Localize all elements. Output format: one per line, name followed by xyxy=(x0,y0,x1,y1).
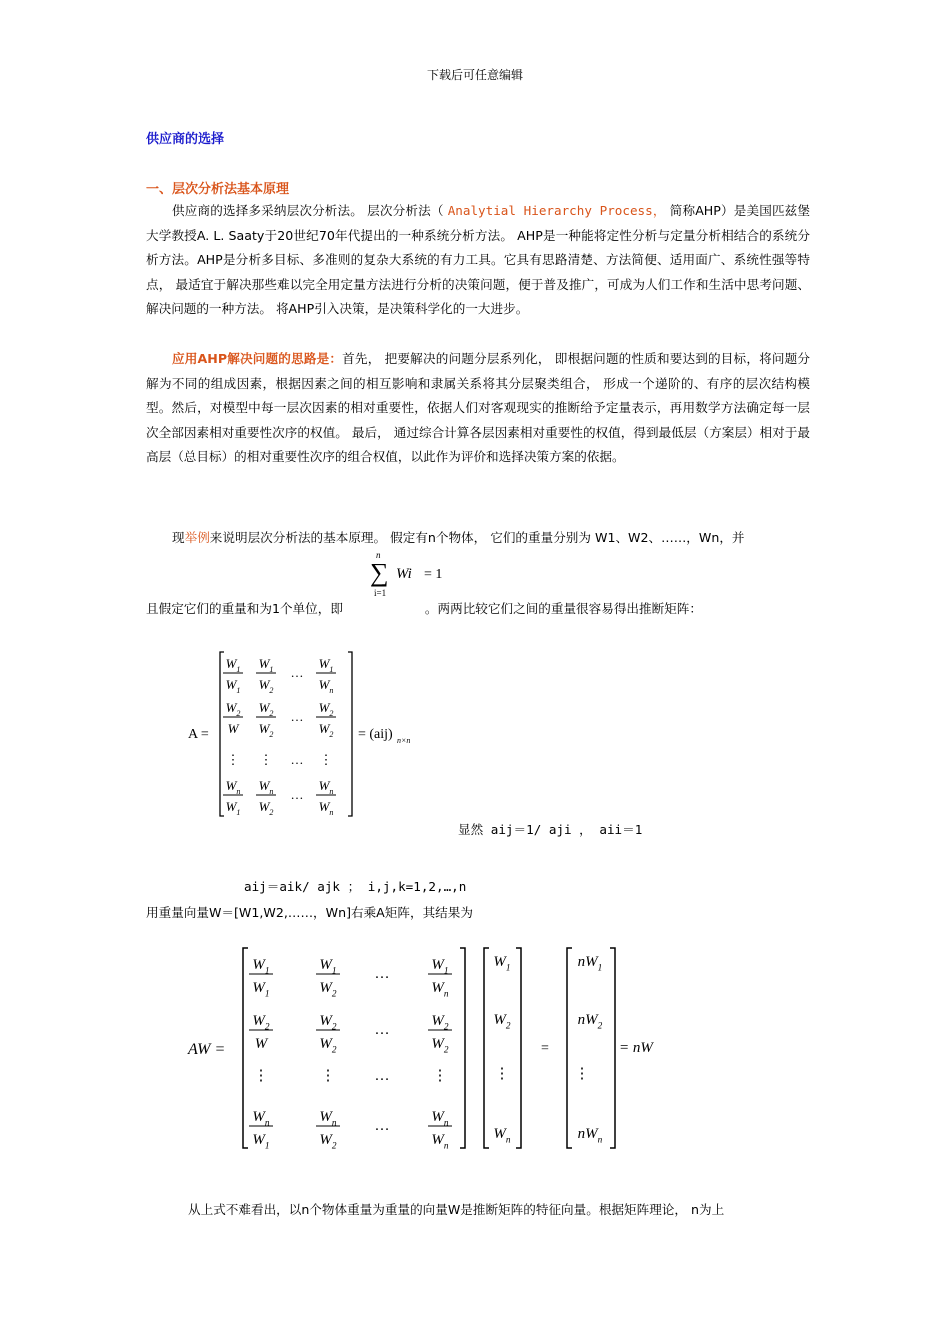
matrix-a-cell-3-2: … xyxy=(290,787,304,802)
matrix-a-right-bracket xyxy=(348,652,352,816)
matrix-aw-cell-3-3-num: $W_n$ xyxy=(431,1109,449,1129)
w-vector-item: ⋮ xyxy=(494,1066,510,1082)
matrix-a-lhs: A = xyxy=(188,727,209,742)
sum-pre: 且假定它们的重量和为1个单位，即 xyxy=(146,601,343,616)
aw-left-bracket xyxy=(243,948,248,1148)
matrix-aw-lhs: AW = xyxy=(188,1041,226,1058)
matrix-a-rhs-sub: n×n xyxy=(397,736,411,745)
paragraph-conclusion: 从上式不难看出，以n个物体重量为重量的向量W是推断矩阵的特征向量。根据矩阵理论， n为上 xyxy=(188,1202,725,1217)
paragraph-intro xyxy=(146,199,810,322)
matrix-a-cell-0-1-num: $W_1$ xyxy=(258,656,274,674)
matrix-aw-cell-0-3-num: $W_1$ xyxy=(431,957,449,977)
matrix-aw-cell-0-1-num: $W_1$ xyxy=(319,957,337,977)
matrix-aw-cell-0-0-num: $W_1$ xyxy=(252,957,270,977)
nw-vector-item: $nW_2$ xyxy=(577,1012,603,1032)
matrix-a-cell-0-3-den: $W_n$ xyxy=(318,677,334,695)
matrix-aw-cell-1-1-den: $W_2$ xyxy=(319,1036,337,1056)
sum-formula xyxy=(366,551,456,601)
matrix-aw-cell-3-0-num: $W_n$ xyxy=(252,1109,270,1129)
weight-vector xyxy=(493,954,511,1146)
matrix-a-cell-1-0-num: $W_2$ xyxy=(225,700,241,718)
matrix-a-cell-0-0-num: $W_1$ xyxy=(225,656,241,674)
matrix-a-rhs: = (aij) xyxy=(358,727,393,742)
section-heading: 一、层次分析法基本原理 xyxy=(146,182,290,197)
nw-vector-item: $nW_1$ xyxy=(577,954,603,974)
nw-vector-item: $nW_n$ xyxy=(577,1126,603,1146)
matrix-a-cell-2-0: ⋮ xyxy=(226,752,240,767)
sum-upper: n xyxy=(376,551,381,560)
matrix-a-cell-1-0-den: W xyxy=(227,721,239,736)
matrix-a-cell-3-0-den: $W_1$ xyxy=(225,799,241,817)
matrix-aw-cell-1-1-num: $W_2$ xyxy=(319,1013,337,1033)
aw-equals: = xyxy=(541,1041,549,1056)
sigma-symbol: ∑ xyxy=(370,558,389,587)
matrix-a-cell-1-3-num: $W_2$ xyxy=(318,700,334,718)
sum-rhs: = 1 xyxy=(424,567,443,582)
matrix-aw-cell-3-0-den: $W_1$ xyxy=(252,1132,270,1152)
matrix-aw-cell-1-0-num: $W_2$ xyxy=(252,1013,270,1033)
matrix-a-cell-0-3-num: $W_1$ xyxy=(318,656,334,674)
note-consistency: aij＝aik/ ajk ； i,j,k=1,2,…,n xyxy=(244,879,467,894)
intro-english-term: Analytial Hierarchy Process， xyxy=(447,203,666,218)
method-text: 首先， 把要解决的问题分层系列化， 即根据问题的性质和要达到的目标，将问题分解为不同的组成因素，根据因素之间的相互影响和隶属关系将其分层聚类组合， 形成一个递阶的、有序的层次结构模型。然后，对模型中每一层次因素的相对重要性，依据人们对客观现实的推断给予定量表示，再用数学方法确定每一层次全部因素相对重要性次序的权值。 最后， 通过综合计算各层因素相对重要性的权值，得到最低层（方案层）相对于最高层（总目标）的相对重要性次序的组合权值，以此作为评价和选择决策方案的依据。 xyxy=(146,351,810,464)
matrix-a-cell-1-2: … xyxy=(290,709,304,724)
matrix-aw-cells xyxy=(249,957,452,1152)
nw-left-bracket xyxy=(567,948,572,1148)
paragraph-example xyxy=(172,527,745,546)
matrix-a-cell-1-3-den: $W_2$ xyxy=(318,721,334,739)
w-right-bracket xyxy=(516,948,521,1148)
matrix-aw-cell-1-0-den: W xyxy=(254,1036,268,1052)
matrix-aw-cell-0-0-den: $W_1$ xyxy=(252,980,270,1000)
matrix-aw-cell-2-2: … xyxy=(374,1068,390,1084)
document-title: 供应商的选择 xyxy=(146,132,225,147)
matrix-aw-cell-0-3-den: $W_n$ xyxy=(431,980,449,1000)
matrix-a-cell-0-0-den: $W_1$ xyxy=(225,677,241,695)
method-lead: 应用AHP解决问题的思路是： xyxy=(172,351,343,366)
matrix-aw-cell-3-1-den: $W_2$ xyxy=(319,1132,337,1152)
aw-result: = nW xyxy=(619,1040,653,1056)
matrix-a-cell-0-1-den: $W_2$ xyxy=(258,677,274,695)
page-header: 下载后可任意编辑 xyxy=(426,68,523,82)
example-post: 来说明层次分析法的基本原理。 假定有n个物体， 它们的重量分别为 W1、W2、……，Wn，并 xyxy=(209,530,745,545)
matrix-a-cell-0-2: … xyxy=(290,665,304,680)
matrix-a-cell-1-1-num: $W_2$ xyxy=(258,700,274,718)
matrix-a-cell-3-3-den: $W_n$ xyxy=(318,799,334,817)
matrix-aw-cell-0-2: … xyxy=(374,966,390,982)
example-highlight: 举例 xyxy=(184,530,210,545)
matrix-a-cell-1-1-den: $W_2$ xyxy=(258,721,274,739)
w-vector-item: $W_n$ xyxy=(493,1126,511,1146)
paragraph-sum xyxy=(146,598,702,617)
paragraph-method xyxy=(146,347,810,470)
w-vector-item: $W_2$ xyxy=(493,1012,511,1032)
matrix-aw-cell-1-2: … xyxy=(374,1022,390,1038)
w-left-bracket xyxy=(484,948,489,1148)
matrix-aw-cell-1-3-num: $W_2$ xyxy=(431,1013,449,1033)
matrix-aw xyxy=(186,942,686,1156)
matrix-aw-cell-3-1-num: $W_n$ xyxy=(319,1109,337,1129)
matrix-aw-cell-2-1: ⋮ xyxy=(320,1068,336,1084)
matrix-a xyxy=(180,644,440,824)
nw-vector-item: ⋮ xyxy=(574,1066,590,1082)
matrix-a-cell-2-3: ⋮ xyxy=(319,752,333,767)
note-reciprocal: 显然 aij＝1/ aji ， aii＝1 xyxy=(458,822,643,837)
matrix-aw-cell-0-1-den: $W_2$ xyxy=(319,980,337,1000)
intro-text-1: 供应商的选择多采纳层次分析法。 层次分析法（ xyxy=(172,203,448,218)
matrix-aw-cell-2-0: ⋮ xyxy=(253,1068,269,1084)
matrix-aw-cell-1-3-den: $W_2$ xyxy=(431,1036,449,1056)
sum-post: 。两两比较它们之间的重量很容易得出推断矩阵： xyxy=(424,601,702,616)
matrix-a-cell-3-3-num: $W_n$ xyxy=(318,778,334,796)
example-pre: 现 xyxy=(172,530,185,545)
matrix-aw-cell-2-3: ⋮ xyxy=(432,1068,448,1084)
matrix-a-left-bracket xyxy=(220,652,224,816)
nweight-vector xyxy=(575,954,603,1146)
paragraph-multiply: 用重量向量W＝[W1,W2,……，Wn]右乘A矩阵，其结果为 xyxy=(146,905,473,920)
w-vector-item: $W_1$ xyxy=(493,954,511,974)
matrix-a-cell-3-1-den: $W_2$ xyxy=(258,799,274,817)
matrix-a-cells xyxy=(223,656,336,817)
matrix-aw-cell-3-2: … xyxy=(374,1118,390,1134)
sum-lower: i=1 xyxy=(374,588,387,598)
matrix-a-cell-3-1-num: $W_n$ xyxy=(258,778,274,796)
sum-body: Wi xyxy=(396,566,412,582)
aw-right-bracket xyxy=(460,948,465,1148)
intro-text-2: 简称AHP）是美国匹兹堡大学教授A. L. Saaty于20世纪70年代提出的一种系统分析方法。 AHP是一种能将定性分析与定量分析相结合的系统分析方法。AHP是分析多目标、多准则的复杂大系统的有力工具。它具有思路清楚、方法简便、适用面广、系统性强等特点， 最适宜于解决那些难以完全用定量方法进行分析的决策问题，便于普及推广，可成为人们工作和生活中思考问题、 解决问题的一种方法。 将AHP引入决策，是决策科学化的一大进步。 xyxy=(146,203,811,316)
matrix-a-cell-3-0-num: $W_n$ xyxy=(225,778,241,796)
matrix-a-cell-2-2: … xyxy=(290,752,304,767)
matrix-aw-cell-3-3-den: $W_n$ xyxy=(431,1132,449,1152)
nw-right-bracket xyxy=(610,948,615,1148)
matrix-a-cell-2-1: ⋮ xyxy=(259,752,273,767)
